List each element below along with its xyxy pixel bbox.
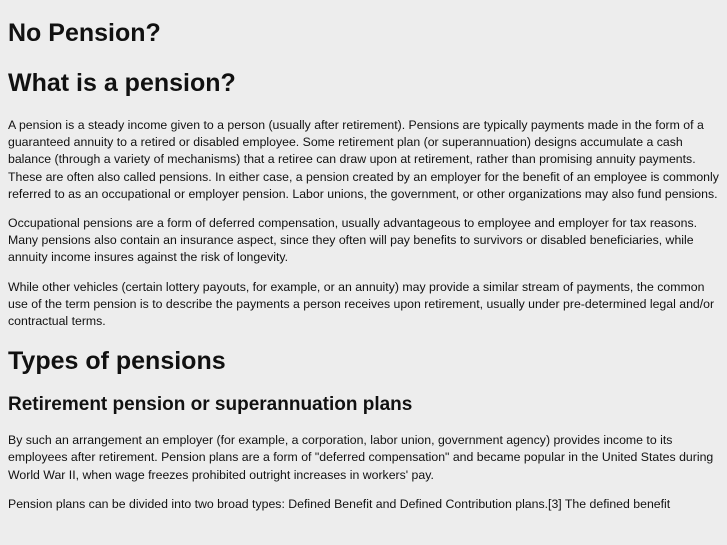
subsection-title: Retirement pension or superannuation plans (8, 394, 413, 416)
intro-paragraph-2: Occupational pensions are a form of deferred compensation, usually advantageous to employee and employer for tax reasons. Many pensions also contain an insurance aspect, since they often will pay benefits to survivors or disabled beneficiaries, while annuity income insures against the risk of longevity. (8, 216, 698, 265)
intro-paragraph-1: A pension is a steady income given to a person (usually after retirement). Pensions are typically payments made in the form of a guaranteed annuity to a retired or disabled employee. Some retirement plan (or superannuation) designs accumulate a cash balance (through a variety of mechanisms) that a retiree can draw upon at retirement, rather than promising annuity payments. These are often also called pensions. In either case, a pension created by an employer for the benefit of an employee is commonly referred to as an occupational or employer pension. Labor unions, the government, or other organizations may also fund pensions. (8, 118, 719, 201)
section-title: Types of pensions (8, 347, 226, 376)
page-title: What is a pension? (8, 69, 236, 97)
subsection-paragraph-2: Pension plans can be divided into two broad types: Defined Benefit and Defined Contribution plans.[3] The defined benefit (8, 496, 671, 511)
subsection-paragraph-1: By such an arrangement an employer (for example, a corporation, labor union, government agency) provides income to its employees after retirement. Pension plans are a form of "deferred compensation" and became popular in the United States during World War II, when wage freezes prohibited outright increases in workers' pay. (8, 433, 714, 482)
intro-paragraph-3: While other vehicles (certain lottery payouts, for example, or an annuity) may provide a similar stream of payments, the common use of the term pension is to describe the payments a person receives upon retirement, usually under pre-determined legal and/or contractual terms. (8, 279, 715, 329)
site-title: No Pension? (8, 19, 161, 47)
